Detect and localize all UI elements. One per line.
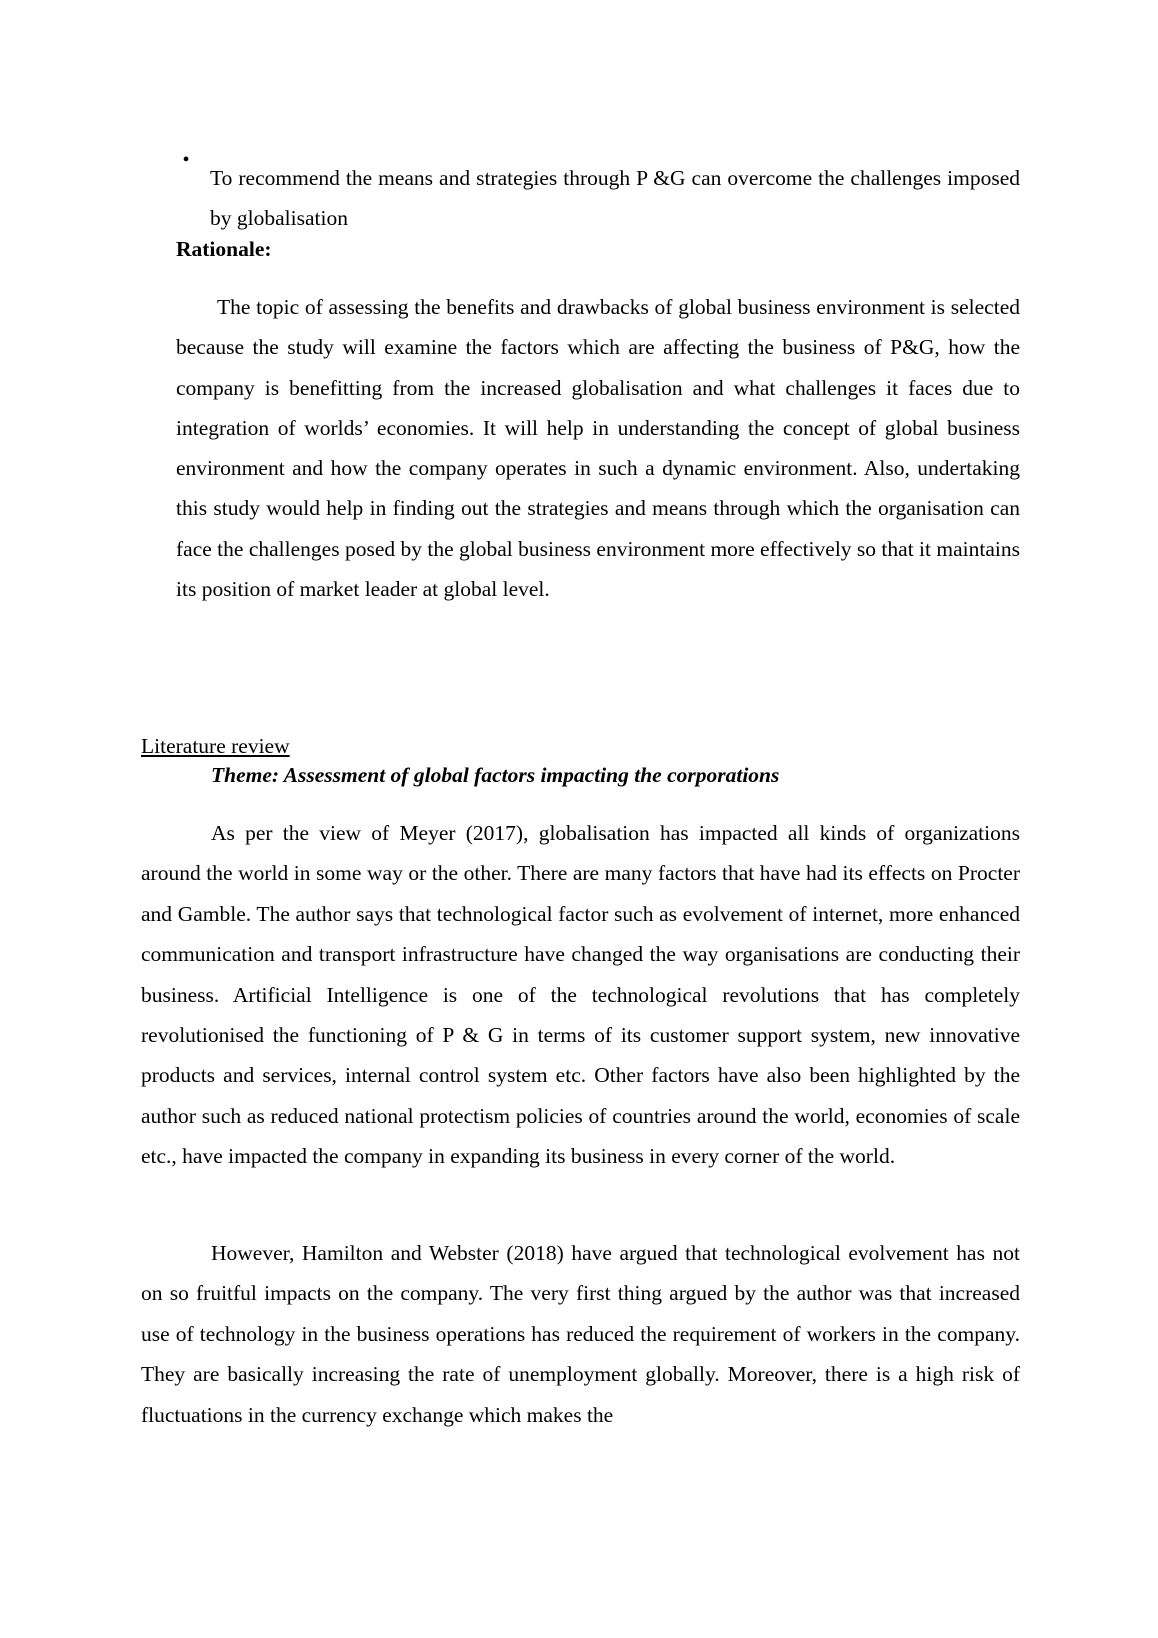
theme-heading: Theme: Assessment of global factors impacting the corporations [211, 763, 780, 787]
bullet-marker: • [182, 149, 190, 171]
literature-paragraph-hamilton-webster: However, Hamilton and Webster (2018) have argued that technological evolvement has not on so fruitful impacts on the company. The very first thing argued by the author was that increased use of technology in the business operations has reduced the requirement of workers in the company. They are basically increasing the rate of unemployment globally. Moreover, there is a high risk of fluctuations in the currency exchange which makes the [141, 1241, 1020, 1427]
objective-bullet-text: To recommend the means and strategies through P &G can overcome the challenges imposed by globalisation [210, 165, 1020, 230]
rationale-heading: Rationale: [176, 237, 272, 261]
literature-paragraph-meyer: As per the view of Meyer (2017), globalisation has impacted all kinds of organizations around the world in some way or the other. There are many factors that have had its effects on Procter and Gamble. The author says that technological factor such as evolvement of internet, more enhanced communication and transport infrastructure have changed the way organisations are conducting their business. Artificial Intelligence is one of the technological revolutions that has completely revolutionised the functioning of P & G in terms of its customer support system, new innovative products and services, internal control system etc. Other factors have also been highlighted by the author such as reduced national protectism policies of countries around the world, economies of scale etc., have impacted the company in expanding its business in every corner of the world. [141, 821, 1020, 1169]
literature-review-title: Literature review [141, 734, 290, 758]
rationale-paragraph: The topic of assessing the benefits and drawbacks of global business environment is selected because the study will examine the factors which are affecting the business of P&G, how the company is benefitting from the increased globalisation and what challenges it faces due to integration of worlds’ economies. It will help in understanding the concept of global business environment and how the company operates in such a dynamic environment. Also, undertaking this study would help in finding out the strategies and means through which the organisation can face the challenges posed by the global business environment more effectively so that it maintains its position of market leader at global level. [176, 295, 1020, 602]
